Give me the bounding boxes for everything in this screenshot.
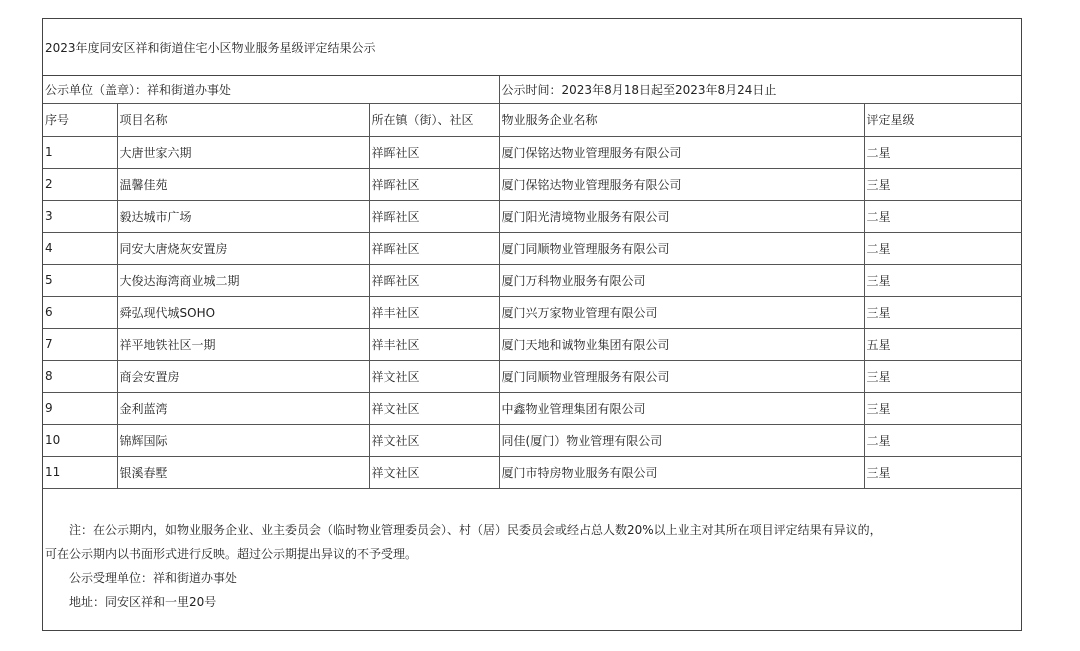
table-row bbox=[43, 328, 1022, 360]
cell-rating: 三星 bbox=[864, 264, 1022, 296]
cell-company: 厦门兴万家物业管理有限公司 bbox=[499, 296, 864, 328]
cell-index: 10 bbox=[43, 424, 117, 456]
cell-project: 大唐世家六期 bbox=[117, 136, 369, 168]
cell-index: 8 bbox=[43, 360, 117, 392]
cell-project: 温馨佳苑 bbox=[117, 168, 369, 200]
cell-project: 锦辉国际 bbox=[117, 424, 369, 456]
cell-rating: 二星 bbox=[864, 136, 1022, 168]
cell-community: 祥文社区 bbox=[369, 392, 499, 424]
cell-project: 银溪春墅 bbox=[117, 456, 369, 488]
cell-community: 祥丰社区 bbox=[369, 296, 499, 328]
cell-company: 厦门同顺物业管理服务有限公司 bbox=[499, 360, 864, 392]
cell-index: 3 bbox=[43, 200, 117, 232]
cell-project: 同安大唐烧灰安置房 bbox=[117, 232, 369, 264]
cell-community: 祥晖社区 bbox=[369, 232, 499, 264]
cell-index: 5 bbox=[43, 264, 117, 296]
table-row bbox=[43, 136, 1022, 168]
note-line-1: 注：在公示期内，如物业服务企业、业主委员会（临时物业管理委员会）、村（居）民委员会或经占总人数20%以上业主对其所在项目评定结果有异议的， bbox=[69, 523, 882, 537]
header-rating: 评定星级 bbox=[864, 103, 1022, 136]
header-project: 项目名称 bbox=[117, 103, 369, 136]
cell-company: 厦门保铭达物业管理服务有限公司 bbox=[499, 168, 864, 200]
cell-company: 厦门同顺物业管理服务有限公司 bbox=[499, 232, 864, 264]
cell-rating: 三星 bbox=[864, 456, 1022, 488]
table-row bbox=[43, 392, 1022, 424]
announcement-sheet bbox=[42, 18, 1022, 631]
table-row bbox=[43, 232, 1022, 264]
cell-community: 祥文社区 bbox=[369, 360, 499, 392]
header-community: 所在镇（街）、社区 bbox=[369, 103, 499, 136]
cell-company: 厦门阳光清境物业服务有限公司 bbox=[499, 200, 864, 232]
cell-index: 1 bbox=[43, 136, 117, 168]
cell-rating: 二星 bbox=[864, 232, 1022, 264]
cell-index: 7 bbox=[43, 328, 117, 360]
accept-unit: 公示受理单位：祥和街道办事处 bbox=[69, 571, 238, 585]
cell-community: 祥晖社区 bbox=[369, 168, 499, 200]
header-index: 序号 bbox=[43, 103, 117, 136]
table-row bbox=[43, 200, 1022, 232]
cell-project: 毅达城市广场 bbox=[117, 200, 369, 232]
cell-company: 同佳(厦门）物业管理有限公司 bbox=[499, 424, 864, 456]
cell-project: 商会安置房 bbox=[117, 360, 369, 392]
cell-community: 祥文社区 bbox=[369, 424, 499, 456]
address: 地址：同安区祥和一里20号 bbox=[69, 595, 217, 609]
table-row bbox=[43, 424, 1022, 456]
cell-company: 厦门万科物业服务有限公司 bbox=[499, 264, 864, 296]
cell-project: 大俊达海湾商业城二期 bbox=[117, 264, 369, 296]
cell-rating: 三星 bbox=[864, 392, 1022, 424]
publisher-unit: 公示单位（盖章）：祥和街道办事处 bbox=[43, 76, 499, 103]
cell-rating: 二星 bbox=[864, 424, 1022, 456]
cell-index: 6 bbox=[43, 296, 117, 328]
title-row bbox=[43, 19, 1021, 76]
cell-project: 舜弘现代城SOHO bbox=[117, 296, 369, 328]
table-row bbox=[43, 168, 1022, 200]
cell-project: 祥平地铁社区一期 bbox=[117, 328, 369, 360]
table-row bbox=[43, 456, 1022, 488]
cell-rating: 三星 bbox=[864, 360, 1022, 392]
cell-company: 厦门天地和诚物业集团有限公司 bbox=[499, 328, 864, 360]
cell-community: 祥晖社区 bbox=[369, 136, 499, 168]
cell-index: 4 bbox=[43, 232, 117, 264]
page-title: 2023年度同安区祥和街道住宅小区物业服务星级评定结果公示 bbox=[45, 41, 376, 55]
cell-community: 祥晖社区 bbox=[369, 264, 499, 296]
note-line-2: 可在公示期内以书面形式进行反映。超过公示期提出异议的不予受理。 bbox=[45, 547, 418, 561]
header-company: 物业服务企业名称 bbox=[499, 103, 864, 136]
cell-rating: 三星 bbox=[864, 168, 1022, 200]
cell-rating: 三星 bbox=[864, 296, 1022, 328]
cell-index: 11 bbox=[43, 456, 117, 488]
notes-section bbox=[43, 518, 1021, 614]
header-row bbox=[43, 103, 1022, 136]
cell-rating: 二星 bbox=[864, 200, 1022, 232]
cell-company: 厦门市特房物业服务有限公司 bbox=[499, 456, 864, 488]
cell-company: 厦门保铭达物业管理服务有限公司 bbox=[499, 136, 864, 168]
cell-index: 9 bbox=[43, 392, 117, 424]
cell-company: 中鑫物业管理集团有限公司 bbox=[499, 392, 864, 424]
publish-period: 公示时间：2023年8月18日起至2023年8月24日止 bbox=[499, 76, 1022, 103]
cell-community: 祥丰社区 bbox=[369, 328, 499, 360]
cell-index: 2 bbox=[43, 168, 117, 200]
cell-community: 祥文社区 bbox=[369, 456, 499, 488]
cell-community: 祥晖社区 bbox=[369, 200, 499, 232]
table-row bbox=[43, 264, 1022, 296]
cell-project: 金利蓝湾 bbox=[117, 392, 369, 424]
results-table bbox=[43, 76, 1022, 489]
table-row bbox=[43, 360, 1022, 392]
table-row bbox=[43, 296, 1022, 328]
cell-rating: 五星 bbox=[864, 328, 1022, 360]
publisher-row bbox=[43, 76, 1022, 103]
